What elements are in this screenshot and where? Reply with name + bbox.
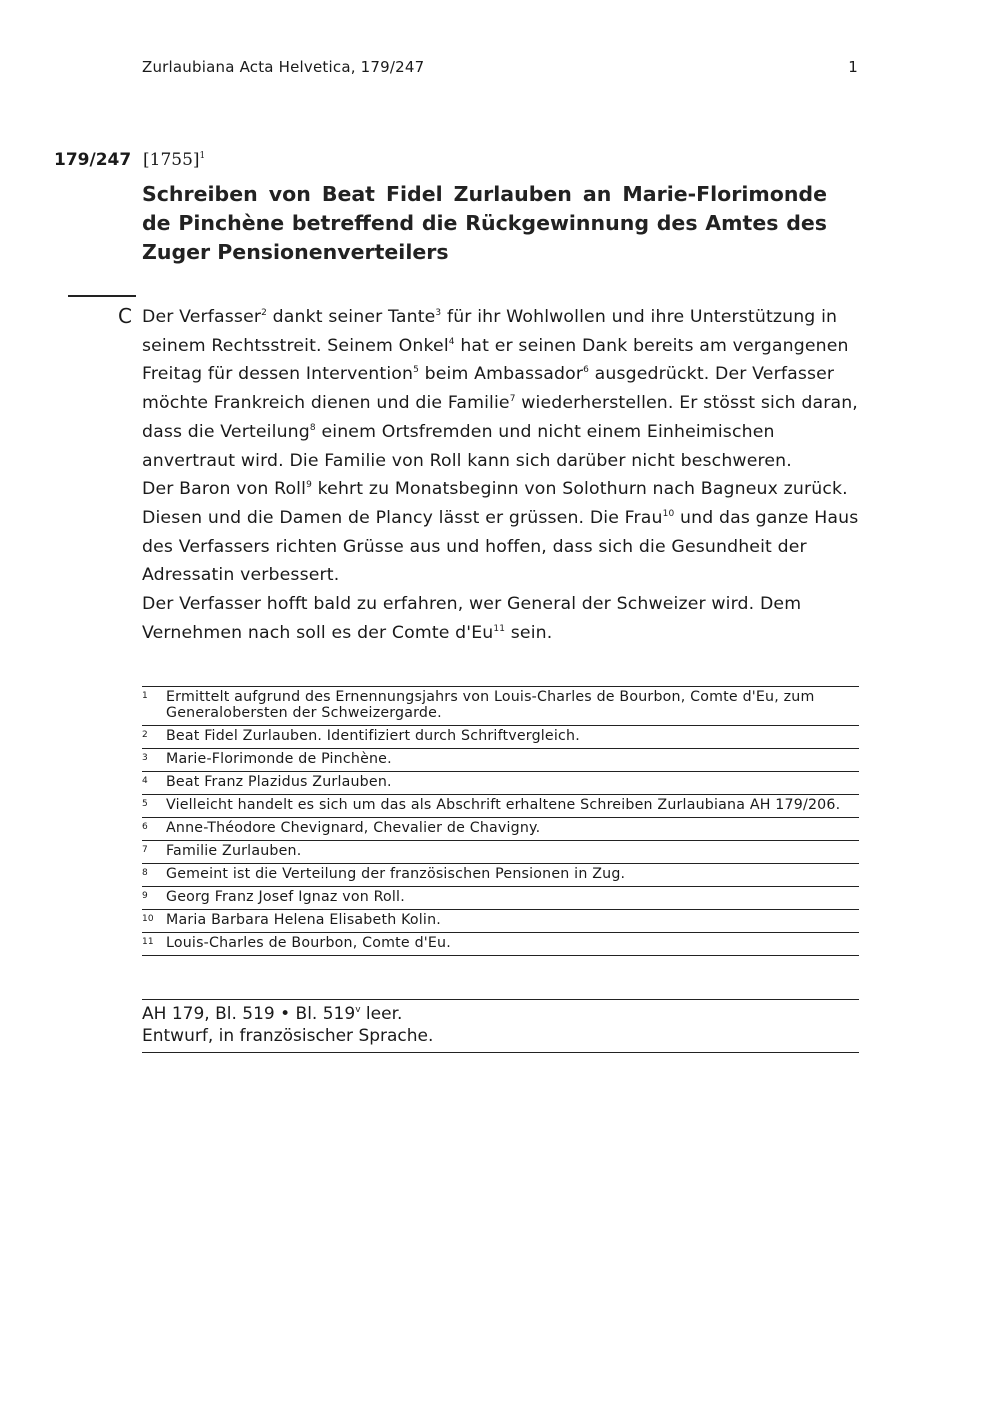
source-line-2: Entwurf, in französischer Sprache. [142, 1026, 434, 1046]
source-line-1 [142, 1003, 859, 1025]
body-text: hat er seinen Dank bereits am vergangenen Freitag für dessen Intervention [142, 335, 849, 385]
footnote [142, 887, 859, 910]
document-number: 179/247 [54, 150, 132, 170]
body-text: wiederherstellen. Er stösst sich daran, dass die Verteilung [142, 393, 858, 442]
footnote-text: Georg Franz Josef Ignaz von Roll. [166, 889, 405, 905]
body-text: sein. [505, 622, 553, 643]
footnote-text: Familie Zurlauben. [166, 843, 302, 859]
footnote-ref[interactable]: 3 [435, 308, 442, 318]
footnote-text: Louis-Charles de Bourbon, Comte d'Eu. [166, 935, 451, 951]
footnote-text: Marie-Florimonde de Pinchène. [166, 751, 392, 767]
page-number: 1 [848, 58, 858, 76]
footnote-number: 2 [142, 730, 148, 740]
footnote-text: Gemeint ist die Verteilung der französischen Pensionen in Zug. [166, 866, 626, 882]
paragraph-3 [142, 590, 862, 647]
footnote-number: 7 [142, 845, 148, 855]
running-header [142, 58, 858, 76]
footnote-list [142, 686, 859, 956]
regest-body [142, 303, 862, 647]
date-text: [1755] [143, 150, 200, 170]
footnote-text: Anne-Théodore Chevignard, Chevalier de Chavigny. [166, 820, 541, 836]
running-title: Zurlaubiana Acta Helvetica, 179/247 [142, 58, 425, 76]
footnote-ref[interactable]: 5 [413, 365, 420, 376]
footnote-text: Vielleicht handelt es sich um das als Abschrift erhaltene Schreiben Zurlaubiana AH 179/206. [166, 797, 841, 813]
footnote-number: 9 [142, 891, 148, 901]
body-text: Der Verfasser [142, 307, 262, 327]
footnote-text: Beat Fidel Zurlauben. Identifiziert durch Schriftvergleich. [166, 728, 580, 744]
footnote-text: Beat Franz Plazidus Zurlauben. [166, 774, 392, 790]
document-date [143, 150, 205, 170]
footnote [142, 841, 859, 864]
footnote-number: 3 [142, 753, 148, 763]
paragraph-1 [142, 303, 862, 475]
footnote-number: 11 [142, 937, 154, 947]
footnote-ref[interactable]: 1 [199, 151, 206, 161]
body-text: für ihr Wohlwollen und ihre Unterstützung in seinem Rechtsstreit. Seinem Onkel [142, 307, 838, 356]
margin-letter: C [118, 304, 132, 328]
source-shelfmark-tail: leer. [360, 1004, 403, 1024]
footnote-ref[interactable]: 9 [306, 480, 312, 491]
footnote [142, 795, 859, 818]
footnote [142, 818, 859, 841]
body-text: dankt seiner Tante [267, 307, 436, 327]
footnote-ref[interactable]: 10 [662, 508, 675, 519]
body-text: und das ganze Haus des Verfassers richten Grüsse aus und hoffen, dass sich die Gesundheit der Adressatin verbessert. [142, 507, 859, 586]
footnote-number: 8 [142, 868, 148, 878]
body-text: ausgedrückt. Der Verfasser möchte Frankreich dienen und die Familie [142, 364, 835, 414]
body-text: Der Verfasser hofft bald zu erfahren, wer General der Schweizer wird. Dem Vernehmen nach soll es der Comte d'Eu [142, 594, 802, 643]
footnote [142, 726, 859, 749]
source-shelfmark: AH 179, Bl. 519 • Bl. 519 [142, 1004, 356, 1024]
source-note [142, 999, 859, 1053]
footnote-text: Maria Barbara Helena Elisabeth Kolin. [166, 912, 441, 928]
body-text: beim Ambassador [419, 364, 584, 385]
footnote [142, 864, 859, 887]
document-title: Schreiben von Beat Fidel Zurlauben an Marie-Florimonde de Pinchène betreffend die Rückgewinnung des Amtes des Zuger Pensionenverteilers [142, 182, 827, 264]
footnote-number: 10 [142, 914, 154, 924]
footnote-ref[interactable]: 6 [583, 365, 589, 376]
footnote-number: 1 [142, 691, 148, 701]
footnote [142, 749, 859, 772]
footnote-text: Ermittelt aufgrund des Ernennungsjahrs von Louis-Charles de Bourbon, Comte d'Eu, zum Generalobersten der Schweizergarde. [166, 689, 815, 721]
footnote [142, 687, 859, 726]
footnote [142, 910, 859, 933]
body-text: einem Ortsfremden und nicht einem Einheimischen anvertraut wird. Die Familie von Roll kann sich darüber nicht beschweren. [142, 421, 792, 471]
footnote [142, 772, 859, 795]
margin-rule [68, 295, 136, 297]
footnote [142, 933, 859, 956]
footnote-ref[interactable]: 11 [493, 623, 506, 634]
footnote-number: 5 [142, 799, 148, 809]
footnote-number: 4 [142, 776, 148, 786]
body-text: Der Baron von Roll [142, 479, 307, 500]
paragraph-2 [142, 475, 862, 590]
footnote-number: 6 [142, 822, 148, 832]
body-text: kehrt zu Monatsbeginn von Solothurn nach Bagneux zurück. Diesen und die Damen de Plancy lässt er grüssen. Die Frau [142, 479, 848, 528]
verso-mark: v [355, 1005, 361, 1015]
footnote-ref[interactable]: 2 [261, 308, 268, 318]
footnote-ref[interactable]: 7 [509, 394, 516, 405]
footnote-ref[interactable]: 4 [448, 336, 455, 347]
footnote-ref[interactable]: 8 [309, 422, 316, 433]
